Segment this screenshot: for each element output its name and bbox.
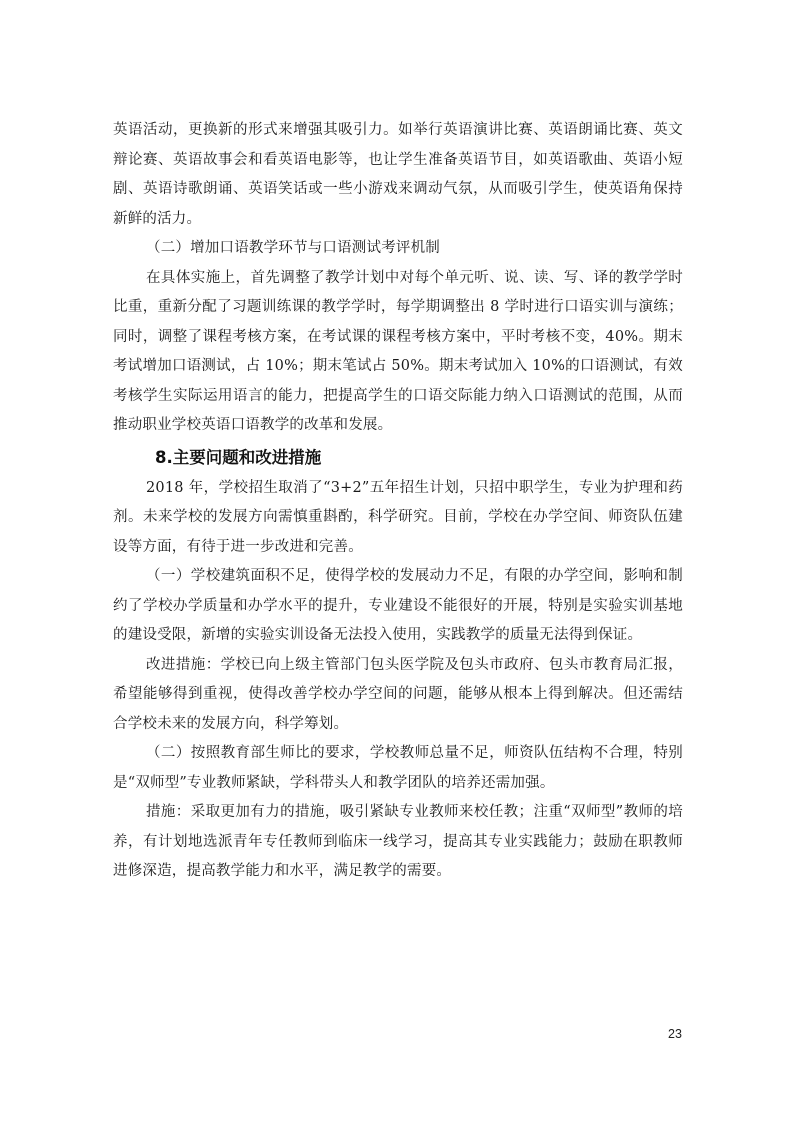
- paragraph-english-activities: 英语活动，更换新的形式来增强其吸引力。如举行英语演讲比赛、英语朗诵比赛、英文辩论赛、英语故事会和看英语电影等，也让学生准备英语节目，如英语歌曲、英语小短剧、英语诗歌朗诵、英语笑话或一些小游戏来调动气氛，从而吸引学生，使英语角保持新鲜的活力。: [113, 122, 683, 227]
- section-heading: 8.主要问题和改进措施: [155, 447, 322, 467]
- document-body: [113, 116, 683, 887]
- paragraph-enrollment: 2018 年，学校招生取消了“3+2”五年招生计划，只招中职学生，专业为护理和药剂。未来学校的发展方向需慎重斟酌，科学研究。目前，学校在办学空间、师资队伍建设等方面，有待于进一步改进和完善。: [113, 479, 683, 555]
- paragraph-measures: 措施：采取更加有力的措施，吸引紧缺专业教师来校任教；注重“双师型”教师的培养，有计划地选派青年专任教师到临床一线学习，提高其专业实践能力；鼓励在职教师进修深造，提高教学能力和水平，满足教学的需要。: [113, 804, 683, 879]
- paragraph-implementation: 在具体实施上，首先调整了教学计划中对每个单元听、说、读、写、译的教学学时比重，重新分配了习题训练课的教学学时，每学期调整出 8 学时进行口语实训与演练；同时，调整了课程考核方案，在考试课的课程考核方案中，平时考核不变，40%。期末考试增加口语测试，占 10%；期末笔试占 50%。期末考试加入 10%的口语测试，有效考核学生实际运用语言的能力，把提高学生的口语交际能力纳入口语测试的范围，从而推动职业学校英语口语教学的改革和发展。: [113, 269, 683, 433]
- page-number: 23: [668, 1027, 682, 1041]
- paragraph-improvement-measures: 改进措施：学校已向上级主管部门包头医学院及包头市政府、包头市教育局汇报，希望能够得到重视，使得改善学校办学空间的问题，能够从根本上得到解决。但还需结合学校未来的发展方向，科学筹划。: [113, 656, 683, 732]
- subheading-oral-teaching: （二）增加口语教学环节与口语测试考评机制: [146, 240, 440, 256]
- paragraph-problem-teachers: （二）按照教育部生师比的要求，学校教师总量不足，师资队伍结构不合理，特别是“双师型”专业教师紧缺，学科带头人和教学团队的培养还需加强。: [113, 745, 683, 791]
- paragraph-problem-building: （一）学校建筑面积不足，使得学校的发展动力不足，有限的办学空间，影响和制约了学校办学质量和办学水平的提升，专业建设不能很好的开展，特别是实验实训基地的建设受限，新增的实验实训设备无法投入使用，实践教学的质量无法得到保证。: [113, 568, 683, 643]
